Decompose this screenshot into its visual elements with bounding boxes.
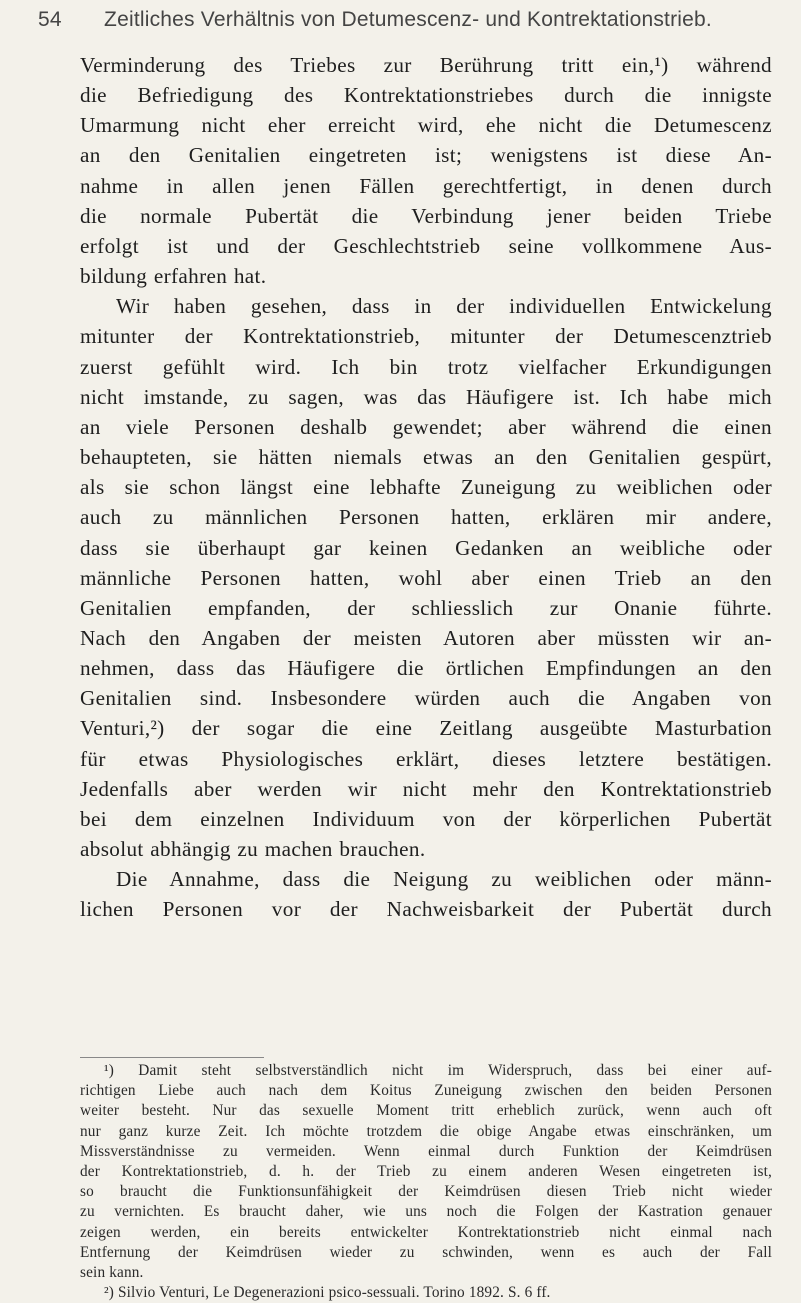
body-line: erfolgt ist und der Geschlechtstrieb seine vollkommene Aus-: [80, 233, 772, 258]
body-line: nicht imstande, zu sagen, was das Häufigere ist. Ich habe mich: [80, 384, 772, 409]
body-line: Verminderung des Triebes zur Berührung tritt ein,¹) während: [80, 53, 772, 77]
footnote-line: zeigen werden, ein bereits entwickelter Kontrektationstrieb nicht einmal nach: [80, 1223, 772, 1241]
footnote-line: zu vernichten. Es braucht daher, wie uns noch die Folgen der Kastration genauer: [80, 1203, 772, 1221]
body-line: behaupteten, sie hätten niemals etwas an den Genitalien gespürt,: [80, 445, 772, 470]
body-line: nehmen, dass das Häufigere die örtlichen Empfindungen an den: [80, 656, 772, 681]
body-line: Genitalien sind. Insbesondere würden auch die Angaben von: [80, 686, 772, 711]
body-line: Genitalien empfanden, der schliesslich zur Onanie führte.: [80, 595, 772, 620]
body-line: nahme in allen jenen Fällen gerechtfertigt, in denen durch: [80, 173, 772, 198]
footnote-line: richtigen Liebe auch nach dem Koitus Zuneigung zwischen den beiden Personen: [80, 1082, 772, 1100]
footnote-line: ²) Silvio Venturi, Le Degenerazioni psico-sessuali. Torino 1892. S. 6 ff.: [104, 1284, 551, 1302]
body-line: die normale Pubertät die Verbindung jener beiden Triebe: [80, 203, 772, 228]
body-line: zuerst gefühlt wird. Ich bin trotz vielfacher Erkundigungen: [80, 354, 772, 379]
body-line: für etwas Physiologisches erklärt, dieses letztere bestätigen.: [80, 746, 772, 771]
footnote-line: Missverständnisse zu vermeiden. Wenn einmal durch Funktion der Keimdrüsen: [80, 1142, 772, 1160]
footnotes: [80, 1061, 772, 1303]
body-text: [80, 50, 772, 925]
page-number: 54: [38, 8, 62, 31]
body-line: mitunter der Kontrektationstrieb, mitunter der Detumescenztrieb: [80, 324, 772, 349]
body-line: lichen Personen vor der Nachweisbarkeit der Pubertät durch: [80, 897, 772, 922]
footnote-separator: [80, 1057, 264, 1058]
footnote-line: der Kontrektationstrieb, d. h. der Trieb zu einem anderen Wesen eingetreten ist,: [80, 1163, 772, 1181]
body-line: als sie schon längst eine lebhafte Zuneigung zu weiblichen oder: [80, 475, 772, 500]
footnote-line: so braucht die Funktionsunfähigkeit der Keimdrüsen diesen Trieb nicht wieder: [80, 1183, 772, 1201]
body-line: auch zu männlichen Personen hatten, erklären mir andere,: [80, 505, 772, 530]
footnote-line: weiter besteht. Nur das sexuelle Moment tritt erheblich zurück, wenn auch oft: [80, 1102, 772, 1120]
footnote-line: ¹) Damit steht selbstverständlich nicht im Widerspruch, dass bei einer auf-: [104, 1062, 772, 1079]
footnote-line: Entfernung der Keimdrüsen wieder zu schwinden, wenn es auch der Fall: [80, 1243, 772, 1261]
body-line: dass sie überhaupt gar keinen Gedanken an weibliche oder: [80, 535, 772, 560]
body-line: Jedenfalls aber werden wir nicht mehr den Kontrektationstrieb: [80, 776, 772, 801]
body-line: männliche Personen hatten, wohl aber einen Trieb an den: [80, 565, 772, 590]
body-line: die Befriedigung des Kontrektationstriebes durch die innigste: [80, 83, 772, 108]
body-line: an den Genitalien eingetreten ist; wenigstens ist diese An-: [80, 143, 772, 168]
running-header: [38, 8, 778, 32]
footnote-line: nur ganz kurze Zeit. Ich möchte trotzdem die obige Angabe etwas einschränken, um: [80, 1122, 772, 1140]
body-line: bildung erfahren hat.: [80, 264, 267, 289]
footnote-line: sein kann.: [80, 1264, 144, 1282]
body-line: Wir haben gesehen, dass in der individuellen Entwickelung: [116, 294, 772, 319]
body-line: Venturi,²) der sogar die eine Zeitlang ausgeübte Masturbation: [80, 716, 772, 741]
body-line: Umarmung nicht eher erreicht wird, ehe nicht die Detumescenz: [80, 113, 772, 138]
body-line: Nach den Angaben der meisten Autoren aber müssten wir an-: [80, 625, 772, 650]
running-title: Zeitliches Verhältnis von Detumescenz- und Kontrektationstrieb.: [104, 8, 712, 31]
body-line: absolut abhängig zu machen brauchen.: [80, 837, 426, 862]
body-line: bei dem einzelnen Individuum von der körperlichen Pubertät: [80, 806, 772, 831]
body-line: an viele Personen deshalb gewendet; aber während die einen: [80, 414, 772, 439]
body-line: Die Annahme, dass die Neigung zu weiblichen oder männ-: [116, 867, 772, 892]
